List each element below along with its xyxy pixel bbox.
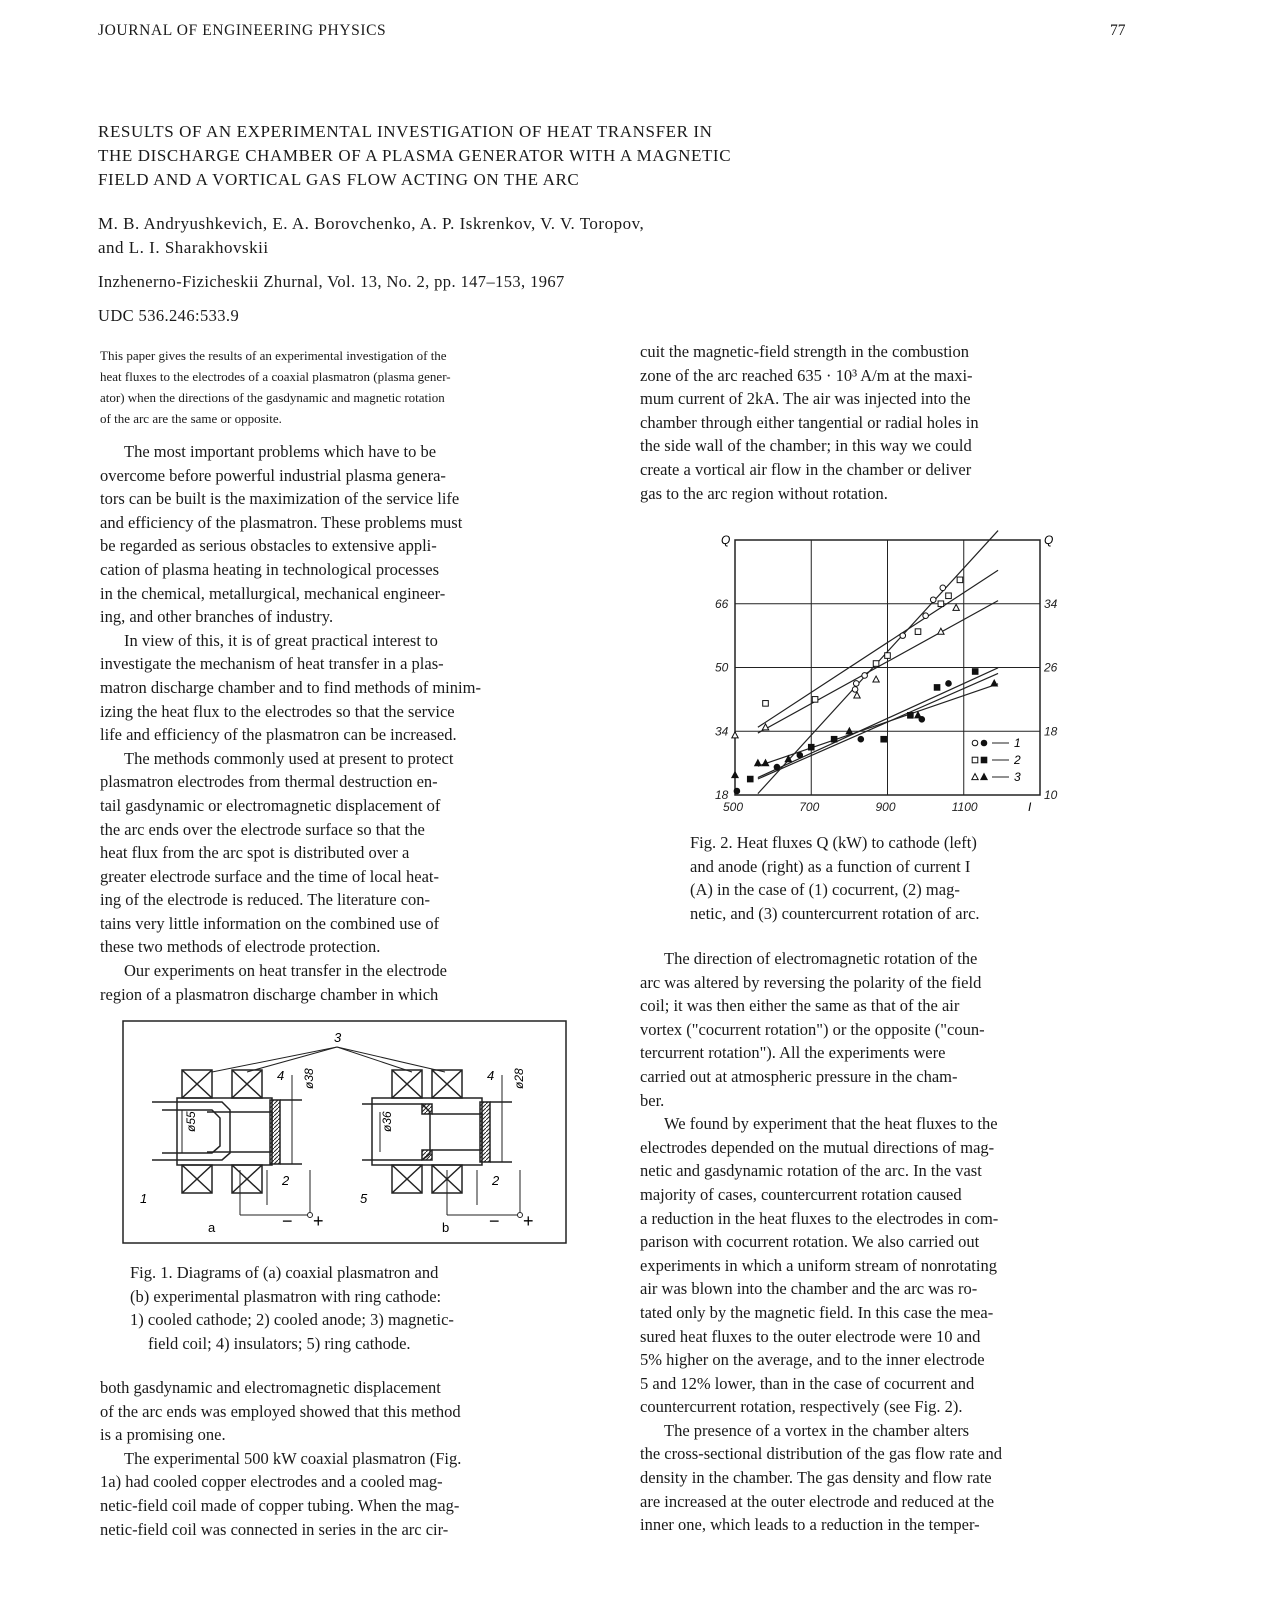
caption-line: field coil; 4) insulators; 5) ring cathode. <box>148 1333 411 1353</box>
text-line: gas to the arc region without rotation. <box>640 483 888 503</box>
y-left-tick-label: 18 <box>715 788 729 802</box>
label-5: 5 <box>360 1191 368 1206</box>
text-line: tors can be built is the maximization of the service life <box>100 489 460 509</box>
text-line: ber. <box>640 1090 665 1110</box>
text-line: in the chemical, metallurgical, mechanical engineer- <box>100 583 446 603</box>
data-point <box>873 676 879 682</box>
text-line: The experimental 500 kW coaxial plasmatron (Fig. <box>124 1448 462 1468</box>
text-line: chamber through either tangential or radial holes in <box>640 412 979 432</box>
data-point <box>908 713 914 719</box>
title-line: FIELD AND A VORTICAL GAS FLOW ACTING ON THE ARC <box>98 170 580 189</box>
data-point <box>923 613 929 619</box>
data-point <box>938 601 944 607</box>
data-point <box>981 757 987 763</box>
label-2a: 2 <box>282 1173 290 1188</box>
caption-line: (b) experimental plasmatron with ring cathode: <box>130 1286 442 1306</box>
abstract-line: This paper gives the results of an experimental investigation of the <box>100 348 447 363</box>
text-line: the side wall of the chamber; in this way we could <box>640 436 972 456</box>
authors-line: M. B. Andryushkevich, E. A. Borovchenko, A. P. Iskrenkov, V. V. Toropov, <box>98 214 645 233</box>
text-line: experiments in which a uniform stream of nonrotating <box>640 1255 997 1275</box>
caption-line: netic, and (3) countercurrent rotation of arc. <box>690 903 980 923</box>
text-line: tains very little information on the combined use of <box>100 913 440 933</box>
text-line: 5 and 12% lower, than in the case of cocurrent and <box>640 1373 975 1393</box>
label-3: 3 <box>334 1030 342 1045</box>
minus-a: − <box>282 1211 293 1231</box>
authors <box>98 212 644 260</box>
text-line: inner one, which leads to a reduction in the temper- <box>640 1515 980 1535</box>
fig2-caption <box>690 831 980 925</box>
fig1-caption <box>130 1261 454 1355</box>
insulator-hatch <box>270 1100 280 1164</box>
coil-block <box>392 1070 462 1193</box>
label-2b: 2 <box>492 1173 500 1188</box>
data-point <box>930 597 936 603</box>
text-line: cuit the magnetic-field strength in the combustion <box>640 342 970 361</box>
text-line: life and efficiency of the plasmatron can be increased. <box>100 725 457 745</box>
text-line: izing the heat flux to the electrodes so that the service <box>100 701 455 721</box>
chart-tick-labels <box>715 533 1058 814</box>
paper-title <box>98 120 918 192</box>
page-number: 77 <box>1110 22 1126 39</box>
data-point <box>747 776 753 782</box>
fit-line <box>758 668 998 778</box>
chart-grid <box>735 540 1040 795</box>
text-line: a reduction in the heat fluxes to the electrodes in com- <box>640 1208 999 1228</box>
text-line: carried out at atmospheric pressure in the cham- <box>640 1066 958 1086</box>
text-line: density in the chamber. The gas density and flow rate <box>640 1468 992 1488</box>
dim-36-label: ø36 <box>380 1111 394 1132</box>
x-axis-label: I <box>1028 800 1032 814</box>
data-point <box>940 585 946 591</box>
label-1: 1 <box>140 1191 148 1206</box>
data-point <box>957 577 963 583</box>
data-point <box>972 757 978 763</box>
data-point <box>946 681 952 687</box>
text-line: ing, and other branches of industry. <box>100 607 334 627</box>
minus-b: − <box>489 1211 500 1231</box>
abstract-line: of the arc are the same or opposite. <box>100 411 282 426</box>
y-right-tick-label: 34 <box>1044 596 1058 611</box>
udc-code: UDC 536.246:533.9 <box>98 306 240 325</box>
left-column-text-2 <box>100 1376 461 1541</box>
data-point <box>858 736 864 742</box>
text-line: overcome before powerful industrial plasma genera- <box>100 465 446 485</box>
leader-lines-3 <box>212 1047 445 1072</box>
caption-line: (A) in the case of (1) cocurrent, (2) mag- <box>690 880 960 900</box>
y-right-axis-label: Q <box>1044 533 1054 547</box>
caption-line: Fig. 1. Diagrams of (a) coaxial plasmatron and <box>130 1263 439 1282</box>
data-point <box>900 633 906 639</box>
right-column-text-2 <box>640 947 1002 1537</box>
data-point <box>853 681 859 687</box>
label-4a: 4 <box>277 1068 285 1083</box>
text-line: the arc ends over the electrode surface so that the <box>100 819 425 839</box>
data-point <box>981 774 987 780</box>
plasmatron-b <box>362 1070 523 1218</box>
text-line: air was blown into the chamber and the arc was ro- <box>640 1279 978 1299</box>
data-point <box>763 701 769 707</box>
y-left-tick-label: 50 <box>715 660 729 675</box>
text-line: netic-field coil was connected in series in the arc cir- <box>100 1519 449 1539</box>
plasmatron-a <box>152 1070 313 1218</box>
x-tick-label: 500 <box>723 800 744 814</box>
data-point <box>862 673 868 679</box>
data-point <box>797 752 803 758</box>
legend-label: 1 <box>1014 736 1021 750</box>
text-line: 1a) had cooled copper electrodes and a cooled mag- <box>100 1472 443 1492</box>
text-line: majority of cases, countercurrent rotation caused <box>640 1184 962 1204</box>
data-point <box>854 692 860 698</box>
data-point <box>755 760 761 766</box>
text-line: ing of the electrode is reduced. The literature con- <box>100 890 431 910</box>
caption-line: 1) cooled cathode; 2) cooled anode; 3) magnetic- <box>130 1310 454 1330</box>
data-point <box>972 774 978 780</box>
y-left-tick-label: 34 <box>715 724 729 739</box>
text-line: tercurrent rotation"). All the experiments were <box>640 1043 946 1063</box>
text-line: be regarded as serious obstacles to extensive appli- <box>100 536 437 556</box>
text-line: sured heat fluxes to the outer electrode were 10 and <box>640 1326 981 1346</box>
y-left-tick-label: 66 <box>715 596 729 611</box>
text-line: tated only by the magnetic field. In this case the mea- <box>640 1302 994 1322</box>
data-point <box>946 593 952 599</box>
text-line: cation of plasma heating in technological processes <box>100 559 440 579</box>
data-point <box>885 653 891 659</box>
legend-label: 2 <box>1014 753 1021 767</box>
text-line: vortex ("cocurrent rotation") or the opposite ("coun- <box>640 1019 985 1039</box>
text-line: are increased at the outer electrode and reduced at the <box>640 1491 995 1511</box>
data-point <box>831 736 837 742</box>
citation: Inzhenerno-Fizicheskii Zhurnal, Vol. 13, No. 2, pp. 147–153, 1967 <box>98 272 565 291</box>
label-4b: 4 <box>487 1068 495 1083</box>
text-line: The presence of a vortex in the chamber alters <box>664 1420 970 1440</box>
dim-38-label: ø38 <box>302 1068 316 1089</box>
sub-label-b: b <box>442 1220 450 1235</box>
text-line: arc was altered by reversing the polarity of the field <box>640 972 982 992</box>
data-point <box>812 697 818 703</box>
data-point <box>915 712 921 718</box>
text-line: heat flux from the arc spot is distributed over a <box>100 843 410 863</box>
text-line: is a promising one. <box>100 1425 226 1445</box>
text-line: The methods commonly used at present to protect <box>124 748 454 768</box>
data-point <box>981 740 987 746</box>
fit-line <box>758 684 998 766</box>
y-right-tick-label: 10 <box>1044 788 1058 802</box>
text-line: The direction of electromagnetic rotation of the <box>664 949 978 968</box>
dim-55-label: ø55 <box>184 1111 198 1132</box>
text-line: of the arc ends was employed showed that this method <box>100 1401 461 1421</box>
fig1-diagram <box>122 1020 567 1244</box>
y-right-tick-label: 18 <box>1044 724 1058 739</box>
abstract-line: ator) when the directions of the gasdynamic and magnetic rotation <box>100 390 445 405</box>
journal-header: JOURNAL OF ENGINEERING PHYSICS <box>98 22 387 39</box>
text-line: coil; it was then either the same as that of the air <box>640 996 960 1016</box>
right-column-text-1 <box>640 340 979 505</box>
legend-label: 3 <box>1014 770 1021 784</box>
data-point <box>873 661 879 667</box>
abstract <box>100 345 580 429</box>
fit-line <box>758 673 998 779</box>
title-line: THE DISCHARGE CHAMBER OF A PLASMA GENERATOR WITH A MAGNETIC <box>98 146 732 165</box>
text-line: investigate the mechanism of heat transfer in a plas- <box>100 654 444 674</box>
text-line: In view of this, it is of great practical interest to <box>124 630 438 650</box>
text-line: greater electrode surface and the time of local heat- <box>100 866 439 886</box>
text-line: both gasdynamic and electromagnetic displacement <box>100 1378 441 1397</box>
text-line: and efficiency of the plasmatron. These problems must <box>100 512 463 532</box>
text-line: We found by experiment that the heat fluxes to the <box>664 1114 998 1134</box>
chart-legend <box>972 736 1021 784</box>
data-point <box>972 669 978 675</box>
abstract-line: heat fluxes to the electrodes of a coaxial plasmatron (plasma gener- <box>100 369 451 384</box>
data-point <box>934 685 940 691</box>
x-tick-label: 1100 <box>951 800 978 814</box>
data-point <box>915 629 921 635</box>
text-line: region of a plasmatron discharge chamber in which <box>100 984 439 1004</box>
text-line: Our experiments on heat transfer in the electrode <box>124 961 447 981</box>
dim-28-label: ø28 <box>512 1068 526 1089</box>
data-point <box>732 772 738 778</box>
plus-a: + <box>313 1211 324 1231</box>
title-line: RESULTS OF AN EXPERIMENTAL INVESTIGATION OF HEAT TRANSFER IN <box>98 122 713 141</box>
text-line: zone of the arc reached 635 · 10³ A/m at the maxi- <box>640 365 973 385</box>
text-line: countercurrent rotation, respectively (see Fig. 2). <box>640 1397 963 1417</box>
data-point <box>732 732 738 738</box>
plus-b: + <box>523 1211 534 1231</box>
caption-line: Fig. 2. Heat fluxes Q (kW) to cathode (left) <box>690 833 977 852</box>
text-line: create a vortical air flow in the chamber or deliver <box>640 459 972 479</box>
text-line: matron discharge chamber and to find methods of minim- <box>100 677 481 697</box>
x-tick-label: 900 <box>875 800 896 814</box>
fit-line <box>758 570 998 727</box>
text-line: tail gasdynamic or electromagnetic displacement of <box>100 795 441 815</box>
text-line: 5% higher on the average, and to the inner electrode <box>640 1350 985 1370</box>
y-right-tick-label: 26 <box>1044 660 1058 675</box>
authors-line: and L. I. Sharakhovskii <box>98 238 269 257</box>
sub-label-a: a <box>208 1220 216 1235</box>
data-point <box>991 680 997 686</box>
fit-line <box>758 601 998 733</box>
text-line: these two methods of electrode protection. <box>100 937 381 957</box>
data-point <box>762 724 768 730</box>
x-tick-label: 700 <box>799 800 820 814</box>
data-point <box>734 788 740 794</box>
data-point <box>953 604 959 610</box>
y-left-axis-label: Q <box>721 533 731 547</box>
left-column-text-1 <box>100 440 481 1006</box>
text-line: netic and gasdynamic rotation of the arc. In the vast <box>640 1161 982 1181</box>
caption-line: and anode (right) as a function of current I <box>690 856 971 876</box>
text-line: mum current of 2kA. The air was injected into the <box>640 389 971 409</box>
text-line: The most important problems which have to be <box>124 442 437 461</box>
data-point <box>972 740 978 746</box>
fig2-chart <box>700 525 1070 825</box>
data-point <box>774 764 780 770</box>
text-line: the cross-sectional distribution of the gas flow rate and <box>640 1444 1002 1464</box>
text-line: parison with cocurrent rotation. We also carried out <box>640 1232 980 1252</box>
text-line: plasmatron electrodes from thermal destruction en- <box>100 772 438 792</box>
text-line: netic-field coil made of copper tubing. When the mag- <box>100 1495 460 1515</box>
data-point <box>881 736 887 742</box>
text-line: electrodes depended on the mutual directions of mag- <box>640 1137 995 1157</box>
data-point <box>808 744 814 750</box>
